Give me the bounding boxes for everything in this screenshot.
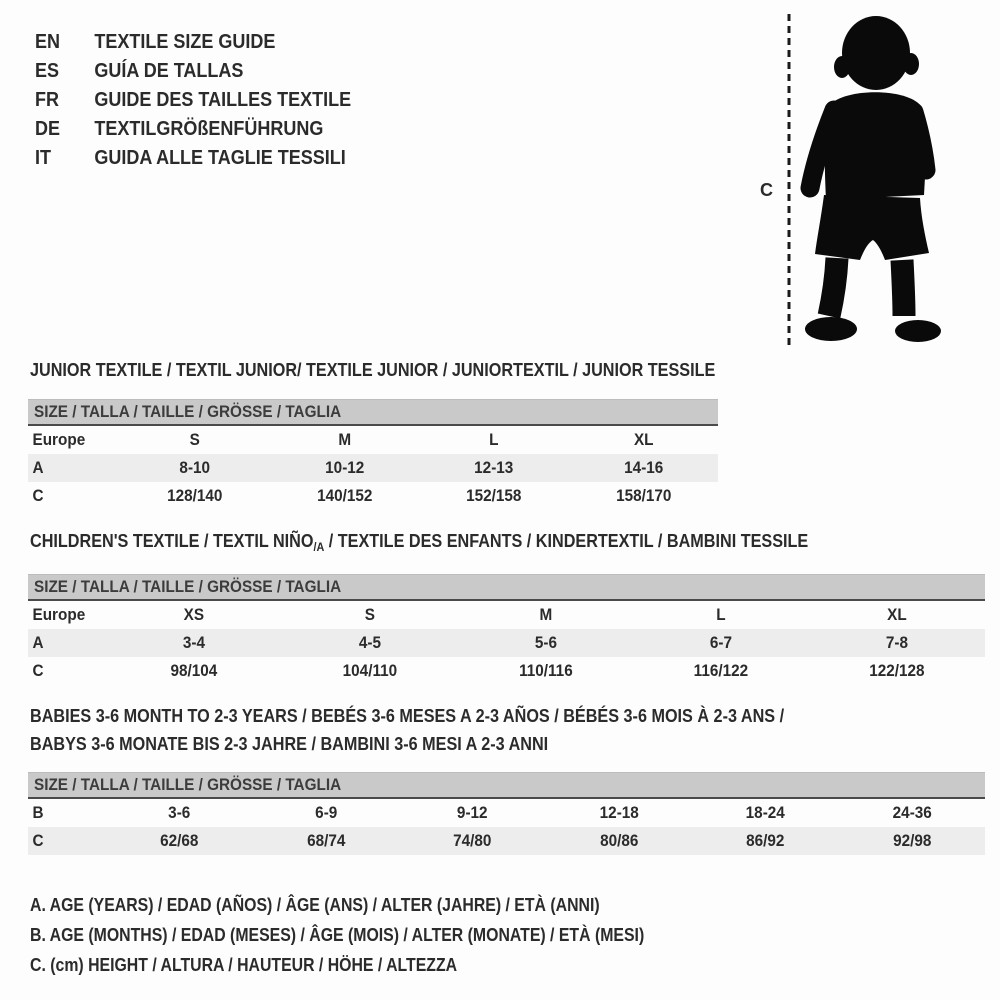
row-label: B	[32, 803, 44, 822]
table-cell: 9-12	[456, 803, 488, 822]
table-cell: L	[716, 605, 726, 624]
table-cell: 116/122	[694, 661, 749, 680]
row-label: A	[32, 458, 44, 477]
row-label: Europe	[32, 430, 86, 449]
table-cell: 158/170	[615, 486, 671, 505]
footnote-line: B. AGE (MONTHS) / EDAD (MESES) / ÂGE (MOIS) / ALTER (MONATE) / ETÀ (MESI)	[30, 925, 645, 945]
size-bar	[28, 575, 985, 601]
children-title-part: CHILDREN'S TEXTILE / TEXTIL NIÑO	[30, 531, 314, 551]
language-row	[35, 115, 351, 144]
table-cell: M	[337, 430, 351, 449]
language-title: GUIDA ALLE TAGLIE TESSILI	[94, 147, 346, 169]
table-row	[28, 629, 985, 657]
toddler-silhouette-icon	[800, 10, 950, 354]
babies-size-table	[28, 772, 985, 855]
table-cell: 10-12	[324, 458, 364, 477]
table-row	[28, 482, 718, 510]
footnote-line: C. (cm) HEIGHT / ALTURA / HAUTEUR / HÖHE / ALTEZZA	[30, 955, 458, 975]
table-cell: 152/158	[466, 486, 522, 505]
footnotes	[30, 890, 728, 980]
table-cell: XL	[887, 605, 907, 624]
table-row	[28, 657, 985, 685]
height-marker-label: C	[760, 180, 773, 200]
table-cell: 128/140	[167, 486, 223, 505]
row-label: A	[32, 633, 44, 652]
table-cell: 8-10	[179, 458, 211, 477]
language-code: FR	[35, 89, 60, 111]
language-row	[35, 86, 351, 115]
junior-table-body	[28, 426, 718, 510]
language-code: IT	[35, 147, 52, 169]
table-cell: 122/128	[869, 661, 925, 680]
row-label: C	[32, 486, 44, 505]
children-size-table	[28, 574, 985, 685]
language-title: TEXTILE SIZE GUIDE	[94, 31, 276, 53]
language-row	[35, 144, 351, 173]
junior-size-table	[28, 399, 718, 510]
table-cell: 62/68	[160, 831, 199, 850]
table-row	[28, 426, 718, 454]
table-cell: 12-18	[599, 803, 639, 822]
table-row	[28, 799, 985, 827]
table-cell: XL	[633, 430, 654, 449]
language-title: TEXTILGRÖßENFÜHRUNG	[94, 118, 324, 140]
junior-section-title: JUNIOR TEXTILE / TEXTIL JUNIOR/ TEXTILE JUNIOR / JUNIORTEXTIL / JUNIOR TESSILE	[30, 360, 716, 380]
babies-title-line2: BABYS 3-6 MONATE BIS 2-3 JAHRE / BAMBINI 3-6 MESI A 2-3 ANNI	[30, 734, 549, 754]
babies-section-title	[30, 702, 784, 758]
row-label: C	[32, 661, 44, 680]
table-cell: S	[364, 605, 375, 624]
babies-title-line1: BABIES 3-6 MONTH TO 2-3 YEARS / BEBÉS 3-6 MESES A 2-3 AÑOS / BÉBÉS 3-6 MOIS À 2-3 ANS /	[30, 706, 785, 726]
table-row	[28, 454, 718, 482]
table-cell: 4-5	[358, 633, 381, 652]
table-cell: XS	[183, 605, 205, 624]
size-bar	[28, 400, 718, 426]
table-cell: 80/86	[599, 831, 638, 850]
table-cell: 86/92	[746, 831, 785, 850]
table-cell: 110/116	[518, 661, 573, 680]
table-cell: 104/110	[342, 661, 397, 680]
table-row	[28, 827, 985, 855]
table-cell: 14-16	[623, 458, 663, 477]
table-cell: 24-36	[892, 803, 932, 822]
row-label: C	[32, 831, 44, 850]
table-cell: L	[489, 430, 499, 449]
table-cell: M	[539, 605, 552, 624]
language-code: DE	[35, 118, 61, 140]
children-section-title	[30, 531, 808, 554]
table-cell: S	[189, 430, 200, 449]
height-dashed-line-icon	[786, 12, 792, 352]
table-cell: 12-13	[474, 458, 514, 477]
babies-table-body	[28, 799, 985, 855]
language-title: GUÍA DE TALLAS	[94, 60, 244, 82]
language-row	[35, 57, 351, 86]
size-bar-label: SIZE / TALLA / TAILLE / GRÖSSE / TAGLIA	[34, 577, 342, 596]
table-cell: 6-9	[314, 803, 337, 822]
size-bar-label: SIZE / TALLA / TAILLE / GRÖSSE / TAGLIA	[34, 402, 342, 421]
figure-area	[752, 8, 992, 356]
table-cell: 98/104	[170, 661, 218, 680]
table-cell: 5-6	[534, 633, 557, 652]
footnote-line: A. AGE (YEARS) / EDAD (AÑOS) / ÂGE (ANS) / ALTER (JAHRE) / ETÀ (ANNI)	[30, 895, 600, 915]
size-bar-label: SIZE / TALLA / TAILLE / GRÖSSE / TAGLIA	[34, 775, 342, 794]
size-bar	[28, 773, 985, 799]
language-code: EN	[35, 31, 61, 53]
table-cell: 3-6	[168, 803, 191, 822]
language-list	[35, 28, 386, 173]
table-cell: 3-4	[182, 633, 205, 652]
table-cell: 7-8	[886, 633, 909, 652]
children-title-part: / TEXTILE DES ENFANTS / KINDERTEXTIL / BAMBINI TESSILE	[324, 531, 809, 551]
language-title: GUIDE DES TAILLES TEXTILE	[94, 89, 352, 111]
table-cell: 18-24	[745, 803, 785, 822]
children-title-subscript: /A	[313, 540, 325, 554]
table-cell: 74/80	[453, 831, 492, 850]
row-label: Europe	[32, 605, 86, 624]
table-cell: 140/152	[316, 486, 372, 505]
table-cell: 6-7	[710, 633, 733, 652]
table-row	[28, 601, 985, 629]
table-cell: 68/74	[306, 831, 345, 850]
language-code: ES	[35, 60, 60, 82]
table-cell: 92/98	[892, 831, 931, 850]
children-table-body	[28, 601, 985, 685]
language-row	[35, 28, 351, 57]
